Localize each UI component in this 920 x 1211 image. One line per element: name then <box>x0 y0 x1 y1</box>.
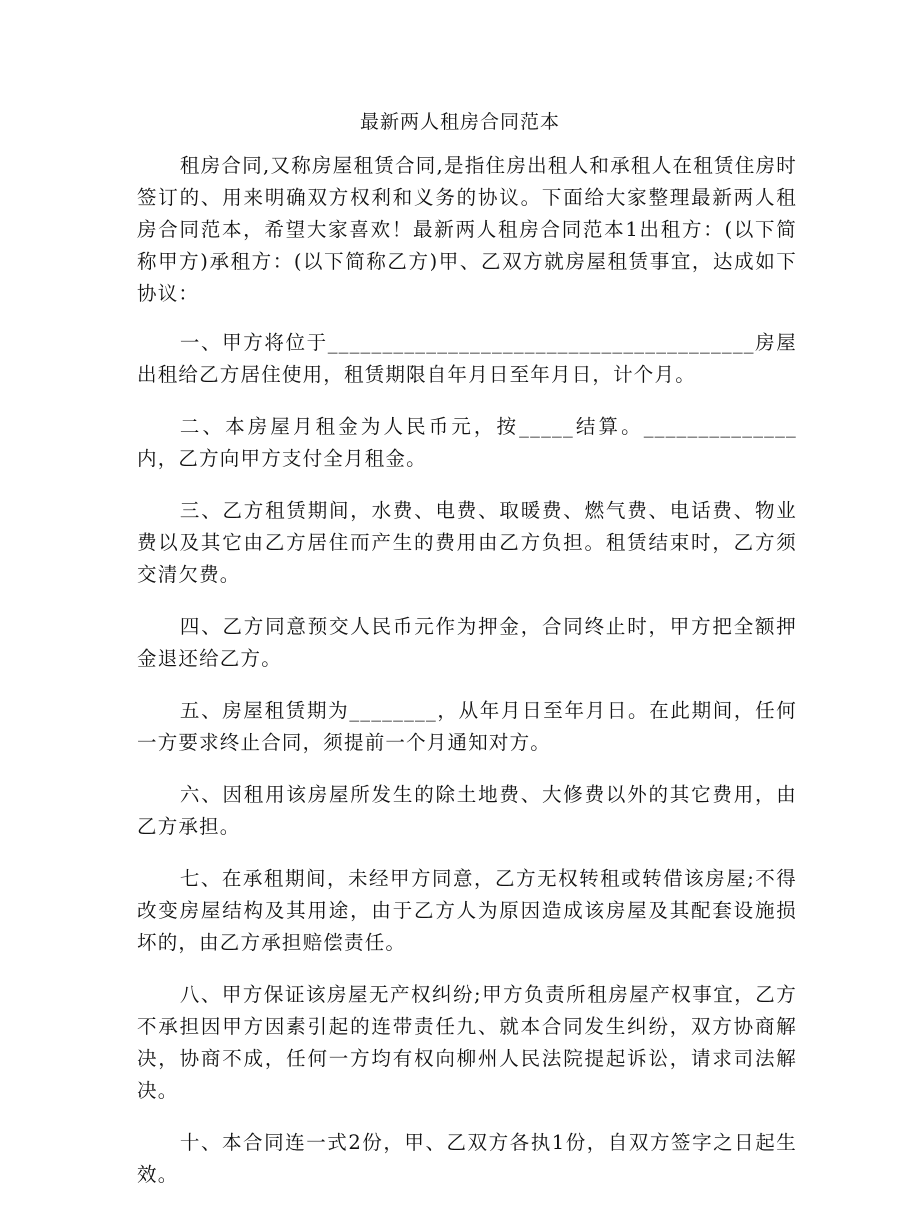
clause-7-paragraph: 七、在承租期间，未经甲方同意，乙方无权转租或转借该房屋;不得改变房屋结构及其用途，由于乙方人为原因造成该房屋及其配套设施损坏的，由乙方承担赔偿责任。 <box>137 867 797 954</box>
document-body <box>137 150 797 1211</box>
clause-1-paragraph: 一、甲方将位于_______________________________________房屋出租给乙方居住使用，租赁期限自年月日至年月日，计个月。 <box>137 331 797 386</box>
clause-4-paragraph: 四、乙方同意预交人民币元作为押金，合同终止时，甲方把全额押金退还给乙方。 <box>137 615 797 670</box>
document-title: 最新两人租房合同范本 <box>359 111 560 133</box>
clause-8-paragraph: 八、甲方保证该房屋无产权纠纷;甲方负责所租房屋产权事宜，乙方不承担因甲方因素引起的连带责任九、就本合同发生纠纷，双方协商解决，协商不成，任何一方均有权向柳州人民法院提起诉讼，请求司法解决。 <box>137 983 797 1102</box>
clause-5-paragraph: 五、房屋租赁期为________，从年月日至年月日。在此期间，任何一方要求终止合同，须提前一个月通知对方。 <box>137 699 797 754</box>
clause-6-paragraph: 六、因租用该房屋所发生的除土地费、大修费以外的其它费用，由乙方承担。 <box>137 783 797 838</box>
clause-2-paragraph: 二、本房屋月租金为人民币元，按_____结算。______________内，乙方向甲方支付全月租金。 <box>137 415 797 470</box>
intro-paragraph: 租房合同,又称房屋租赁合同,是指住房出租人和承租人在租赁住房时签订的、用来明确双方权利和义务的协议。下面给大家整理最新两人租房合同范本，希望大家喜欢！最新两人租房合同范本1出租方：(以下简称甲方)承租方：(以下简称乙方)甲、乙双方就房屋租赁事宜，达成如下协议： <box>137 154 797 305</box>
clause-3-paragraph: 三、乙方租赁期间，水费、电费、取暖费、燃气费、电话费、物业费以及其它由乙方居住而产生的费用由乙方负担。租赁结束时，乙方须交清欠费。 <box>137 499 797 586</box>
clause-10-paragraph: 十、本合同连一式2份，甲、乙双方各执1份，自双方签字之日起生效。 <box>137 1131 797 1186</box>
